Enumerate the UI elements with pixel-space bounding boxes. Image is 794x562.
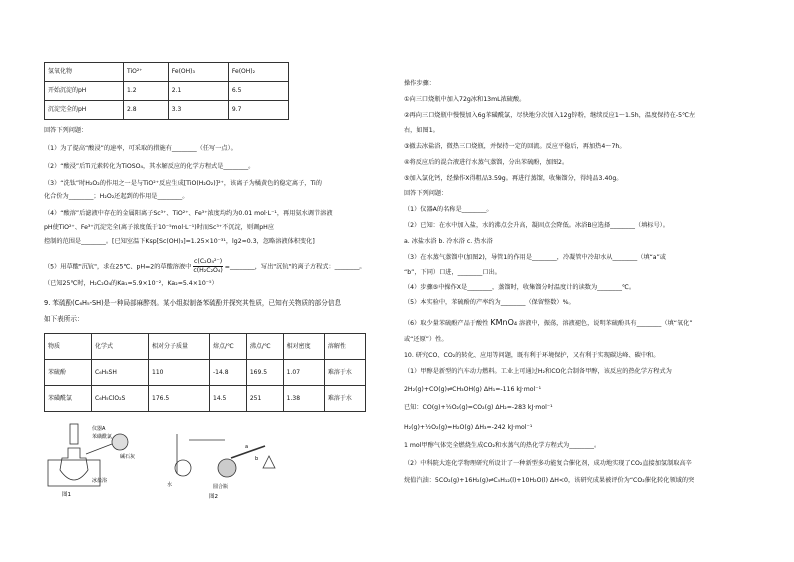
table-cell: 苯硫酚 <box>45 360 92 386</box>
fig2-label-part: a <box>245 444 249 450</box>
table-row <box>45 386 366 412</box>
answer-intro-right: 回答下列问题： <box>404 190 448 197</box>
table-cell: 251 <box>246 386 283 412</box>
receiving-flask <box>263 456 275 468</box>
question-r1: （1）仪器A的名称是________。 <box>404 206 493 213</box>
equation-1: 2H₂(g)+CO(g)⇌CH₃OH(g) ΔH₁=-116 kJ·mol⁻¹ <box>404 386 542 393</box>
table-cell: 沉淀完全的pH <box>45 101 124 120</box>
table-cell: 1.38 <box>283 386 324 412</box>
question-2: （2）“酸浸”后Ti元素转化为TiOSO₄，其水解反应的化学方程式是________。 <box>44 163 255 170</box>
table-cell: 2.1 <box>168 82 228 101</box>
question-10: 10. 研究CO、CO₂的转化、应用等问题，既有利于环境保护，又有利于实现碳达峰、碳中和。 <box>404 352 660 359</box>
table-row <box>45 101 289 120</box>
question-10-2-line1: （2）中科院大连化学物理研究所设计了一种新型多功能复合催化剂，成功地实现了CO₂直接加氢制取高辛 <box>404 460 692 467</box>
question-4-line3: 控制的范围是________。[已知室温下Ksp[Sc(OH)₃]=1.25×10⁻³¹，lg2≈0.3，忽略溶液体积变化] <box>44 238 315 245</box>
question-4-line2: pH使TiO²⁺、Fe³⁺沉淀完全(离子浓度低于10⁻⁵mol·L⁻¹)时而Sc³⁺不沉淀，则调pH应 <box>44 224 275 231</box>
fig1-label-part: 苯磺酰氯 <box>92 434 113 440</box>
question-r2: （2）已知：在水中加入盐，水的沸点会升高，凝固点会降低。冰浴B应选择________（填标号）。 <box>404 222 669 229</box>
table-header-cell: 溶解性 <box>324 334 365 360</box>
figure-1-apparatus <box>40 418 150 498</box>
fig1-caption: 图1 <box>62 492 71 498</box>
round-flask <box>218 459 236 477</box>
dropping-funnel <box>70 424 78 444</box>
question-3-line2: 化合价为________；H₂O₂还起到的作用是________。 <box>44 193 189 200</box>
table-cell: -14.8 <box>210 360 247 386</box>
question-5-blank: =________，写出"沉钪"的离子方程式：________。 <box>224 263 366 271</box>
fig1-label-part: 冰盐浴 <box>92 478 108 484</box>
table-cell: 9.7 <box>228 101 288 120</box>
question-r6-text: （6）取少量苯硫酚产品于酸性 <box>404 320 489 327</box>
steps-title: 操作步骤： <box>404 80 435 87</box>
table-cell: 6.5 <box>228 82 288 101</box>
question-r6-line2: 或“还原”）性。 <box>404 336 448 343</box>
table-cell: 开始沉淀的pH <box>45 82 124 101</box>
tube <box>86 444 112 454</box>
question-5-line1 <box>44 258 366 275</box>
table-cell: 1.2 <box>124 82 169 101</box>
question-r5: （5）本实验中，苯硫酚的产率约为________（保留整数）%。 <box>404 299 575 306</box>
table-cell: 110 <box>149 360 210 386</box>
table-header-cell: Fe(OH)₃ <box>168 63 228 82</box>
question-4-line1: （4）“酸溶”后滤液中存在的金属阳离子Sc³⁺、TiO²⁺、Fe³⁺浓度均约为0.01 mol·L⁻¹，再用氨水调节溶液 <box>44 210 333 217</box>
table-cell: 176.5 <box>149 386 210 412</box>
fig2-label-part: 水 <box>167 482 173 488</box>
step-2-cont: 右，如图1。 <box>404 127 439 134</box>
table-header-row <box>45 334 366 360</box>
table-header-cell: 氢氧化物 <box>45 63 124 82</box>
step-5: ⑤加入氯化钙，经操作X得粗品3.59g。再进行蒸馏，收集馏分，得纯品3.40g。 <box>404 175 623 182</box>
answer-intro: 回答下列问题： <box>44 127 88 134</box>
table-row <box>45 82 289 101</box>
table-header-cell: 相对密度 <box>283 334 324 360</box>
table-cell: C₆H₅SH <box>92 360 149 386</box>
step-3: ③撤去冰盐浴，微热三口烧瓶，并保持一定的回流。反应平稳后，再加热4～7h。 <box>404 143 626 150</box>
table-header-cell: 化学式 <box>92 334 149 360</box>
table-cell: C₆H₅ClO₂S <box>92 386 149 412</box>
fig1-label-part: 仪器A <box>92 426 106 432</box>
question-9-line1: 9. 苯硫酚(C₆H₅-SH)是一种局部麻醉剂。某小组拟制备苯硫酚并探究其性质，已知有关物质的部分信息 <box>44 299 342 307</box>
question-10-2-line2: 烷值汽油：5CO₂(g)+16H₂(g)⇌C₅H₁₂(l)+10H₂O(l) ΔH<0，该研究成果被评价为“CO₂催化转化领域的突 <box>404 477 695 484</box>
fig2-caption: 图2 <box>209 494 218 500</box>
question-r4: （4）步骤⑤中操作X是________，蒸馏时，收集馏分时温度计的读数为________℃。 <box>404 284 636 291</box>
table-cell: 难溶于水 <box>324 386 365 412</box>
table-header-cell: TiO²⁺ <box>124 63 169 82</box>
table-header-cell: 沸点/℃ <box>246 334 283 360</box>
hydroxide-ph-table <box>44 62 289 120</box>
question-r3-line1: （3）在水蒸气蒸馏中(加图2)，导管1的作用是________，冷凝管中冷却水从________（填“a”或 <box>404 254 666 261</box>
table-cell: 3.3 <box>168 101 228 120</box>
table-cell: 1.07 <box>283 360 324 386</box>
step-1: ①向三口烧瓶中加入72g冰和13mL浓硫酸。 <box>404 96 526 103</box>
question-5-line2: （已知25℃时，H₂C₂O₄的Ka₁=5.9×10⁻²，Ka₂=5.4×10⁻⁵） <box>44 280 218 287</box>
table-cell: 14.5 <box>210 386 247 412</box>
equation-3: H₂(g)+½O₂(g)=H₂O(g) ΔH₃=-242 kJ·mol⁻¹ <box>404 424 533 431</box>
kmno4-formula: KMnO₄ <box>490 318 518 327</box>
table-cell: 难溶于水 <box>324 360 365 386</box>
table-cell: 169.5 <box>246 360 283 386</box>
table-header-cell: 物质 <box>45 334 92 360</box>
fig2-label-part: 圆合瓶 <box>213 484 229 490</box>
step-4: ④将反应后的混合液进行水蒸气蒸馏，分出苯硫酚，加图2。 <box>404 159 569 166</box>
question-r2-options: a. 冰盐水浴 b. 冷水浴 c. 热水浴 <box>404 238 493 245</box>
table-row <box>45 360 366 386</box>
question-3-line1: （3）“洗钛”时H₂O₂的作用之一是与TiO²⁺反应生成[TiO(H₂O₂)]²⁺，该离子为橘黄色的稳定离子，Ti的 <box>44 180 322 187</box>
question-9-line2: 如下表所示： <box>44 315 84 323</box>
table-cell: 2.8 <box>124 101 169 120</box>
table-header-row <box>45 63 289 82</box>
thiophenol-properties-table <box>44 333 366 412</box>
three-neck-flask <box>60 448 88 480</box>
question-10-1: （1）甲醇是新型的汽车动力燃料。工业上可通过H₂和CO化合制备甲醇，该反应的热化学方程式为 <box>404 368 672 375</box>
table-cell: 苯磺酰氯 <box>45 386 92 412</box>
question-r3-line2: “b”，下同）口进，________口出。 <box>404 269 501 276</box>
equation-2: 已知：CO(g)+½O₂(g)=CO₂(g) ΔH₂=-283 kJ·mol⁻¹ <box>404 404 553 411</box>
fraction-numerator: c(C₂O₄²⁻) <box>194 258 223 265</box>
fraction-denominator: c(H₂C₂O₄) <box>193 266 223 274</box>
figure-2-apparatus <box>165 428 285 500</box>
soda-lime-tube <box>112 434 128 450</box>
concentration-ratio-fraction <box>193 258 223 275</box>
fig2-label-part: b <box>255 456 259 462</box>
table-header-cell: Fe(OH)₂ <box>228 63 288 82</box>
question-10-1-ask: 1 mol甲醇气体完全燃烧生成CO₂和水蒸气的热化学方程式为________。 <box>404 442 601 449</box>
question-1: （1）为了提高“酸浸”的速率，可采取的措施有________（任写一点）。 <box>44 145 237 152</box>
question-5-text: （5）用草酸"沉钪"，求在25℃、pH=2的草酸溶液中 <box>44 263 192 271</box>
table-header-cell: 相对分子质量 <box>149 334 210 360</box>
question-r6-text-2: 溶液中，振荡，溶液褪色，说明苯硫酚具有________（填“氧化” <box>519 320 693 327</box>
fig1-label-part: 碱石灰 <box>120 454 136 460</box>
question-r6-line1 <box>404 318 693 328</box>
step-2: ②再向三口烧瓶中慢慢加入6g苯磺酰氯，尽快地分次加入12g锌粉，继续反应1～1.5h，温度保持在-5℃左 <box>404 112 696 119</box>
table-header-cell: 熔点/℃ <box>210 334 247 360</box>
